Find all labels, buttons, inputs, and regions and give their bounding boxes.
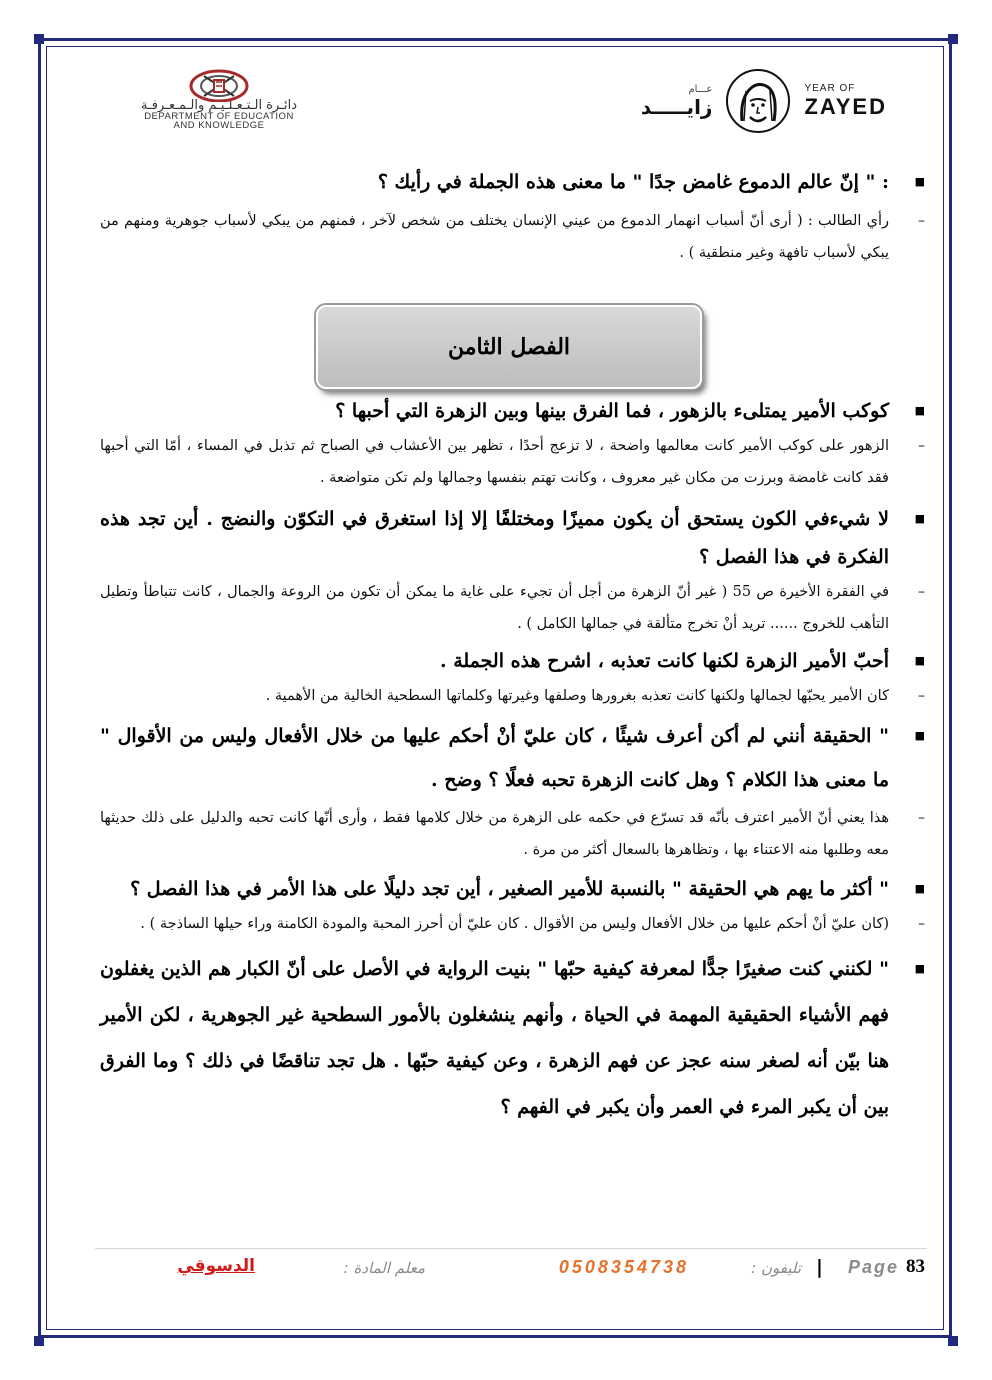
question: ■ " الحقيقة أنني لم أكن أعرف شيئًا ، كان عليّ أنْ أحكم عليها من خلال الأفعال وليس من الأقوال " ما معنى هذا الكلام ؟ وهل كانت الزهرة تحبه فعلًا ؟ وضح . xyxy=(100,714,925,802)
zayed-label: ZAYED xyxy=(804,93,887,119)
answer: – هذا يعني أنّ الأمير اعترف بأنّه قد تسرّع في حكمه على الزهرة من خلال كلامها فقط ، وأرى أنّها كانت تحبه والدليل على ذلك حديثها معه وطلبها منه الاعتناء بها ، وتظاهرها بالسعال أكثر من مرة . xyxy=(100,802,925,866)
chapter-title: الفصل الثامن xyxy=(447,334,571,360)
page-number: 83 xyxy=(906,1256,925,1277)
question: ■ : " إنّ عالم الدموع غامض جدًا " ما معنى هذه الجملة في رأيك ؟ xyxy=(100,163,925,201)
phone-number: 0508354738 xyxy=(558,1257,689,1277)
emblem-icon xyxy=(184,66,254,102)
frame-corner xyxy=(34,34,44,44)
department-logo xyxy=(88,66,350,132)
question: ■ كوكب الأمير يمتلىء بالزهور ، فما الفرق بينها وبين الزهرة التي أحبها ؟ xyxy=(100,392,925,430)
portrait-icon xyxy=(726,69,790,133)
year-ar-label: عـــام xyxy=(688,83,713,95)
answer: – (كان عليّ أنْ أحكم عليها من خلال الأفعال وليس من الأقوال . كان عليّ أن أحرز المحبة والمودة الكامنة وراء حيلها الساذجة ) . xyxy=(100,908,925,940)
question: ■ أحبّ الأمير الزهرة لكنها كانت تعذبه ، اشرح هذه الجملة . xyxy=(100,642,925,680)
phone-label: تليفون : xyxy=(751,1259,801,1277)
question: ■ " لكنني كنت صغيرًا جدًّا لمعرفة كيفية حبّها " بنيت الرواية في الأصل على أنّ الكبار هم الذين يغفلون فهم الأشياء الحقيقية المهمة في الحياة ، وأنهم ينشغلون بالأمور السطحية غير الجوهرية ، لكن الأمير هنا بيّن أنه لصغر سنه عجز عن فهم الزهرة ، وعن كيفية حبّها . هل تجد تناقضًا في ذلك ؟ وما الفرق بين أن يكبر المرء في العمر وأن يكبر في الفهم ؟ xyxy=(100,946,925,1130)
qa-list xyxy=(100,392,925,1130)
answer: – في الفقرة الأخيرة ص 55 ( غير أنّ الزهرة من أجل أن تجيء على غاية ما يمكن أن تكون من الروعة والجمال ، كانت تتباطأ وتطيل التأهب للخروج ...... تريد أنْ تخرج متألقة في جمالها الكامل ) . xyxy=(100,576,925,640)
frame-corner xyxy=(948,34,958,44)
year-of-zayed-text xyxy=(804,83,887,120)
department-name-en-2: AND KNOWLEDGE xyxy=(173,120,265,131)
frame-corner xyxy=(34,1336,44,1346)
zayed-ar-label: زايـــــد xyxy=(640,94,713,119)
answer: – الزهور على كوكب الأمير كانت معالمها واضحة ، لا تزعج أحدًا ، تظهر بين الأعشاب في الصباح ثم تذبل في المساء ، أمّا التي أحبها فقد كانت غامضة وبرزت من مكان غير معروف ، وكانت تهتم بنفسها وجمالها ولم تكن متواضعة . xyxy=(100,430,925,494)
teacher-label: معلم المادة : xyxy=(343,1259,425,1277)
footer-separator: | xyxy=(816,1256,823,1278)
answer: – كان الأمير يحبّها لجمالها ولكنها كانت تعذبه بغرورها وصلفها وغيرتها وكلماتها السطحية الخالية من الأهمية . xyxy=(100,680,925,712)
answer: – رأي الطالب : ( أرى أنّ أسباب انهمار الدموع من عيني الإنسان يختلف من شخص لآخر ، فمنهم من يبكي لأسباب جوهرية ومنهم من يبكي لأسباب تافهة وغير منطقية ) . xyxy=(100,205,925,269)
intro-question-block xyxy=(100,163,925,269)
department-name-en-1: DEPARTMENT OF EDUCATION xyxy=(144,111,294,122)
frame-corner xyxy=(948,1336,958,1346)
teacher-name: الدسوقي xyxy=(177,1256,255,1276)
year-of-zayed-logo xyxy=(587,68,887,134)
department-name-ar: دائـرة الـتـعـلـيـم والـمـعـرفـة xyxy=(141,98,297,113)
year-of-label: YEAR OF xyxy=(804,82,856,94)
question: ■ لا شيءفي الكون يستحق أن يكون مميزًا ومختلفًا إلا إذا استغرق في التكوّن والنضج . أين تجد هذه الفكرة في هذا الفصل ؟ xyxy=(100,500,925,576)
footer-divider xyxy=(95,1248,927,1249)
page-footer xyxy=(100,1256,925,1284)
page-label: Page xyxy=(847,1257,899,1277)
question: ■ " أكثر ما يهم هي الحقيقة " بالنسبة للأمير الصغير ، أين تجد دليلًا على هذا الأمر في هذا الفصل ؟ xyxy=(100,870,925,908)
chapter-title-box xyxy=(316,305,702,389)
zayed-arabic-text xyxy=(641,84,713,119)
